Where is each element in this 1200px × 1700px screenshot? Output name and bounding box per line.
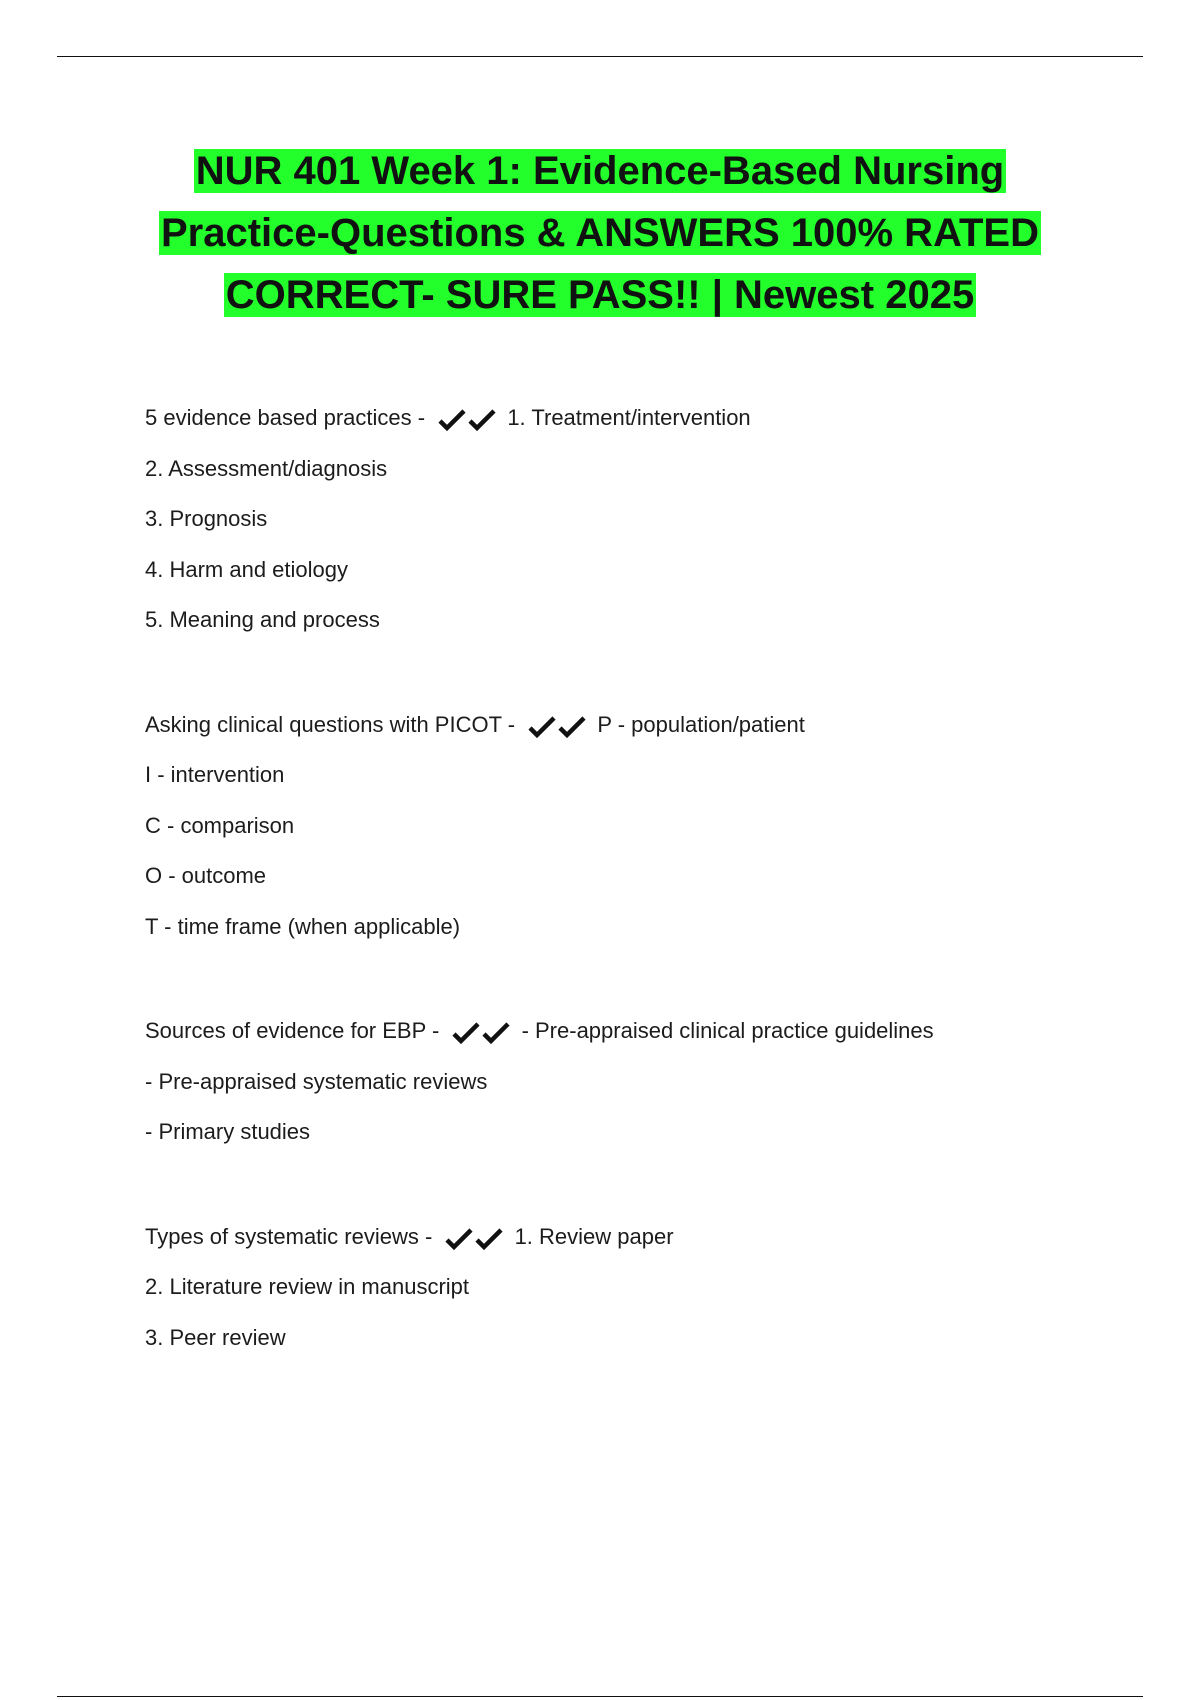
answer-line: - Pre-appraised systematic reviews	[145, 1068, 488, 1094]
document-title	[120, 140, 1080, 326]
qa-question-line	[145, 700, 1105, 751]
checkmark-icon	[481, 1021, 511, 1045]
double-check-icons	[437, 394, 497, 445]
answer-line: 3. Peer review	[145, 1324, 286, 1350]
answer-line: 4. Harm and etiology	[145, 556, 348, 582]
spacer	[145, 952, 1105, 1006]
checkmark-icon	[467, 408, 497, 432]
answer-line: 2. Assessment/diagnosis	[145, 455, 388, 481]
checkmark-icon	[527, 715, 557, 739]
qa-block-evidence-based-practices	[145, 393, 1105, 646]
question-text: Sources of evidence for EBP -	[145, 1018, 440, 1043]
answer-line: 2. Literature review in manuscript	[145, 1274, 470, 1299]
double-check-icons	[444, 1212, 504, 1263]
answer-line: - Primary studies	[145, 1119, 311, 1144]
spacer	[145, 1158, 1105, 1212]
title-line-2: Practice-Questions & ANSWERS 100% RATED	[161, 211, 1039, 255]
question-text: 5 evidence based practices -	[145, 405, 426, 430]
checkmark-icon	[444, 1227, 474, 1251]
qa-block-picot	[145, 700, 1105, 953]
answer-text: 1. Treatment/intervention	[507, 405, 751, 430]
double-check-icons	[527, 700, 587, 751]
checkmark-icon	[451, 1021, 481, 1045]
qa-block-systematic-reviews	[145, 1212, 1105, 1364]
checkmark-icon	[557, 715, 587, 739]
double-check-icons	[451, 1007, 511, 1058]
spacer	[145, 646, 1105, 700]
answer-text: - Pre-appraised clinical practice guidelines	[521, 1018, 934, 1043]
answer-text: 1. Review paper	[514, 1223, 674, 1249]
answer-line: C - comparison	[145, 812, 295, 838]
answer-line: I - intervention	[145, 762, 285, 787]
answer-text: P - population/patient	[597, 711, 805, 737]
answer-line: 3. Prognosis	[145, 506, 268, 531]
answer-line: O - outcome	[145, 863, 267, 888]
question-text: Types of systematic reviews -	[145, 1223, 433, 1249]
question-text: Asking clinical questions with PICOT -	[145, 711, 516, 737]
answer-line: T - time frame (when applicable)	[145, 913, 461, 939]
qa-question-line	[145, 393, 1105, 444]
qa-content	[145, 393, 1105, 1363]
title-line-3: CORRECT- SURE PASS!! | Newest 2025	[225, 273, 975, 317]
qa-question-line	[145, 1212, 1105, 1263]
qa-question-line	[145, 1006, 1105, 1057]
answer-line: 5. Meaning and process	[145, 607, 380, 632]
qa-block-sources-of-evidence	[145, 1006, 1105, 1158]
bottom-divider	[57, 1696, 1143, 1697]
checkmark-icon	[474, 1227, 504, 1251]
top-divider	[57, 56, 1143, 57]
checkmark-icon	[437, 408, 467, 432]
title-line-1: NUR 401 Week 1: Evidence-Based Nursing	[195, 149, 1005, 193]
